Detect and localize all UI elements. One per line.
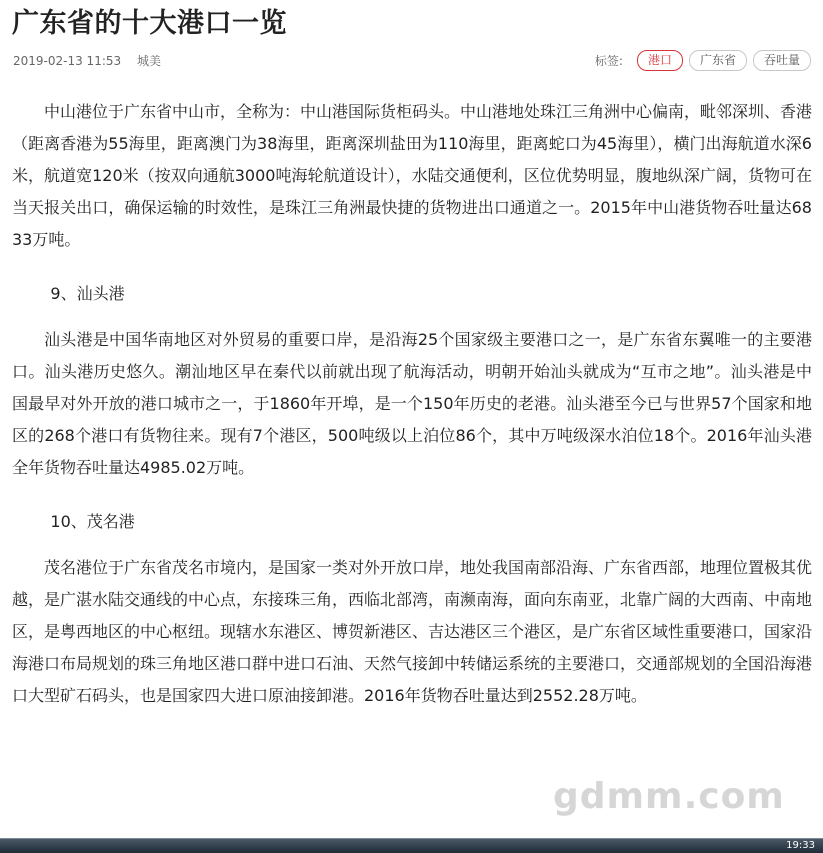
article-source[interactable]: 城美 xyxy=(136,54,161,68)
taskbar-clock[interactable]: 19:33 xyxy=(786,840,815,851)
system-taskbar xyxy=(0,838,823,853)
tag-list xyxy=(595,50,811,71)
article-meta xyxy=(13,53,161,69)
tags-label: 标签: xyxy=(594,54,623,68)
paragraph-shantou: 汕头港是中国华南地区对外贸易的重要口岸，是沿海25个国家级主要港口之一，是广东省东翼唯一的主要港口。汕头港历史悠久。潮汕地区早在秦代以前就出现了航海活动，明朝开始汕头就成为“互市之地”。汕头港是中国最早对外开放的港口城市之一，于1860年开埠，是一个150年历史的老港。汕头港至今已与世界57个国家和地区的268个港口有货物往来。现有7个港区，500吨级以上泊位86个，其中万吨级深水泊位18个。2016年汕头港全年货物吞吐量达4985.02万吨。 xyxy=(12,330,812,477)
tag-port[interactable]: 港口 xyxy=(637,50,683,71)
paragraph-zhongshan: 中山港位于广东省中山市，全称为：中山港国际货柜码头。中山港地处珠江三角洲中心偏南，毗邻深圳、香港（距离香港为55海里，距离澳门为38海里，距离深圳盐田为110海里，距离蛇口为45海里），横门出海航道水深6米，航道宽120米（按双向通航3000吨海轮航道设计），水陆交通便利，区位优势明显，腹地纵深广阔，货物可在当天报关出口，确保运输的时效性，是珠江三角洲最快捷的货物进出口通道之一。2015年中山港货物吞吐量达6833万吨。 xyxy=(12,102,813,249)
watermark-text: gdmm.com xyxy=(553,776,785,817)
publish-date: 2019-02-13 11:53 xyxy=(13,54,122,68)
section-heading-maoming: 10、茂名港 xyxy=(50,512,135,531)
article-title: 广东省的十大港口一览 xyxy=(12,8,287,39)
paragraph-maoming: 茂名港位于广东省茂名市境内，是国家一类对外开放口岸，地处我国南部沿海、广东省西部，地理位置极其优越，是广湛水陆交通线的中心点，东接珠三角，西临北部湾，南濒南海，面向东南亚，北靠广阔的大西南、中南地区，是粤西地区的中心枢纽。现辖水东港区、博贺新港区、吉达港区三个港区，是广东省区域性重要港口，国家沿海港口布局规划的珠三角地区港口群中进口石油、天然气接卸中转储运系统的主要港口，交通部规划的全国沿海港口大型矿石码头，也是国家四大进口原油接卸港。2016年货物吞吐量达到2552.28万吨。 xyxy=(12,558,813,705)
section-heading-shantou: 9、汕头港 xyxy=(50,284,125,303)
tag-guangdong[interactable]: 广东省 xyxy=(689,50,747,71)
article-body xyxy=(12,96,812,734)
tag-throughput[interactable]: 吞吐量 xyxy=(753,50,811,71)
